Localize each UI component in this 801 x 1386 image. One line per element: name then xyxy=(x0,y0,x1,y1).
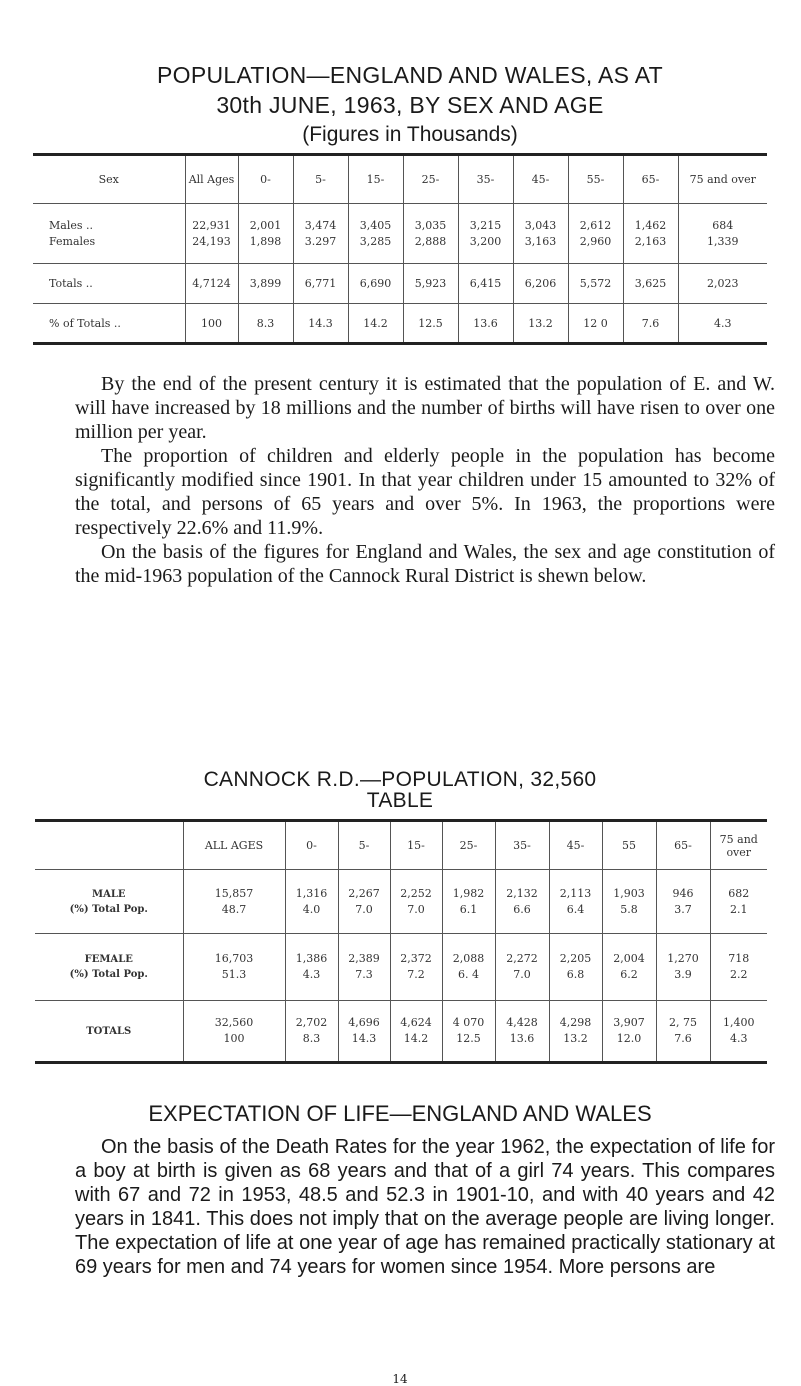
table-cell: 3,899 xyxy=(238,264,293,304)
col-header xyxy=(35,821,183,870)
table-cell: 8.3 xyxy=(238,304,293,344)
table-cell: 3,474 3.297 xyxy=(293,204,348,264)
col-header: 35- xyxy=(495,821,549,870)
table-cell: 4,7124 xyxy=(185,264,238,304)
col-header: 65- xyxy=(656,821,710,870)
table-cell: 718 2.2 xyxy=(710,934,767,1001)
table-cell: 1,400 4.3 xyxy=(710,1001,767,1063)
table-cell: 14.3 xyxy=(293,304,348,344)
table-cell: 32,560 100 xyxy=(183,1001,285,1063)
col-header: 15- xyxy=(348,155,403,204)
table-cell: 2,372 7.2 xyxy=(390,934,442,1001)
table-cell: 6,690 xyxy=(348,264,403,304)
paragraph-cannock-intro: On the basis of the figures for England and Wales, the sex and age constitution of the mid-1963 population of the Cannock Rural District is shewn below. xyxy=(75,541,775,587)
table-cell: 7.6 xyxy=(623,304,678,344)
table-row xyxy=(33,304,767,344)
col-header: 45- xyxy=(513,155,568,204)
table-cell: 16,703 51.3 xyxy=(183,934,285,1001)
table-cell: 2,612 2,960 xyxy=(568,204,623,264)
table-cell: 682 2.1 xyxy=(710,870,767,934)
col-header: 0- xyxy=(285,821,338,870)
cannock-table-title: CANNOCK R.D.—POPULATION, 32,560 xyxy=(203,768,597,791)
col-header: 25- xyxy=(403,155,458,204)
table-row xyxy=(35,1001,767,1063)
col-header: All Ages xyxy=(185,155,238,204)
table-cell: 3,035 2,888 xyxy=(403,204,458,264)
col-header: 55- xyxy=(568,155,623,204)
col-header: 15- xyxy=(390,821,442,870)
life-expectancy-paragraph: On the basis of the Death Rates for the year 1962, the expectation of life for a boy at birth is given as 68 years and that of a girl 74 years. This compares with 67 and 72 in 1953, 48.5 and 52.3 in 1901-10, and with 40 years and 42 years in 1841. This does not imply that on the average people are living longer. The expectation of life at one year of age has remained practically stationary at 69 years for men and 74 years for women since 1954. More persons are xyxy=(75,1136,775,1278)
table-cell: 4.3 xyxy=(678,304,767,344)
col-header: 45- xyxy=(549,821,602,870)
col-header: 35- xyxy=(458,155,513,204)
table-cell: 2,001 1,898 xyxy=(238,204,293,264)
table-cell: 2, 75 7.6 xyxy=(656,1001,710,1063)
col-header: 25- xyxy=(442,821,495,870)
paragraph-proportions: The proportion of children and elderly people in the population has become significantly modified since 1901. In that year children under 15 amounted to 32% of the total, and persons of 65 years and over 5%. In 1963, the proportions were respectively 22.6% and 11.9%. xyxy=(75,445,775,539)
row-label: Totals .. xyxy=(33,264,185,304)
table-row xyxy=(33,204,767,264)
table-cell: 2,132 6.6 xyxy=(495,870,549,934)
table-cell: 22,931 24,193 xyxy=(185,204,238,264)
col-header: Sex xyxy=(33,155,185,204)
table-cell: 4,298 13.2 xyxy=(549,1001,602,1063)
col-header: 5- xyxy=(293,155,348,204)
table-cell: 3,625 xyxy=(623,264,678,304)
table-row xyxy=(33,264,767,304)
table-cell: 2,252 7.0 xyxy=(390,870,442,934)
cannock-table-subtitle: TABLE xyxy=(366,789,434,812)
paragraph-projection: By the end of the present century it is estimated that the population of E. and W. will have increased by 18 millions and the number of births will have risen to over one million per year. xyxy=(75,373,775,443)
col-header: 5- xyxy=(338,821,390,870)
table-cell: 4,624 14.2 xyxy=(390,1001,442,1063)
row-label: MALE (%) Total Pop. xyxy=(69,888,148,915)
table-cell: 6,771 xyxy=(293,264,348,304)
page-number: 14 xyxy=(392,1372,408,1386)
table-cell: 1,316 4.0 xyxy=(285,870,338,934)
cannock-population-table xyxy=(35,819,767,1064)
table-cell: 2,205 6.8 xyxy=(549,934,602,1001)
table-cell: 5,923 xyxy=(403,264,458,304)
col-header: ALL AGES xyxy=(183,821,285,870)
heading-line-2: 30th JUNE, 1963, BY SEX AND AGE xyxy=(216,92,604,118)
col-header: 65- xyxy=(623,155,678,204)
table-cell: 4,696 14.3 xyxy=(338,1001,390,1063)
table-cell: 2,702 8.3 xyxy=(285,1001,338,1063)
table-cell: 6,415 xyxy=(458,264,513,304)
heading-line-1: POPULATION—ENGLAND AND WALES, AS AT xyxy=(157,62,663,88)
table-cell: 1,386 4.3 xyxy=(285,934,338,1001)
table-cell: 12.5 xyxy=(403,304,458,344)
table-cell: 1,903 5.8 xyxy=(602,870,656,934)
row-label: TOTALS xyxy=(35,1001,183,1063)
table-cell: 2,004 6.2 xyxy=(602,934,656,1001)
table-cell: 12 0 xyxy=(568,304,623,344)
col-header: 55 xyxy=(602,821,656,870)
table-cell: 946 3.7 xyxy=(656,870,710,934)
row-label: Males .. Females xyxy=(49,218,96,248)
row-label: FEMALE (%) Total Pop. xyxy=(35,934,183,1001)
table-cell: 684 1,339 xyxy=(678,204,767,264)
table-row xyxy=(35,934,767,1001)
england-wales-population-table xyxy=(33,153,767,345)
table-cell: 4 070 12.5 xyxy=(442,1001,495,1063)
table-cell: 100 xyxy=(185,304,238,344)
table-row xyxy=(35,870,767,934)
table-cell: 1,982 6.1 xyxy=(442,870,495,934)
table-cell: 13.2 xyxy=(513,304,568,344)
row-label: % of Totals .. xyxy=(33,304,185,344)
table-cell: 1,462 2,163 xyxy=(623,204,678,264)
table-cell: 3,215 3,200 xyxy=(458,204,513,264)
table-cell: 3,405 3,285 xyxy=(348,204,403,264)
col-header: 0- xyxy=(238,155,293,204)
table-cell: 15,857 48.7 xyxy=(183,870,285,934)
table-cell: 4,428 13.6 xyxy=(495,1001,549,1063)
col-header: 75 and over xyxy=(678,155,767,204)
table-cell: 2,088 6. 4 xyxy=(442,934,495,1001)
table-cell: 2,113 6.4 xyxy=(549,870,602,934)
table-cell: 3,043 3,163 xyxy=(513,204,568,264)
table-cell: 2,272 7.0 xyxy=(495,934,549,1001)
life-expectancy-heading: EXPECTATION OF LIFE—ENGLAND AND WALES xyxy=(148,1101,652,1126)
table-cell: 2,023 xyxy=(678,264,767,304)
table-cell: 13.6 xyxy=(458,304,513,344)
table-cell: 2,389 7.3 xyxy=(338,934,390,1001)
table-cell: 2,267 7.0 xyxy=(338,870,390,934)
table-cell: 1,270 3.9 xyxy=(656,934,710,1001)
table-cell: 3,907 12.0 xyxy=(602,1001,656,1063)
heading-line-3: (Figures in Thousands) xyxy=(302,123,518,146)
table-cell: 14.2 xyxy=(348,304,403,344)
table-cell: 6,206 xyxy=(513,264,568,304)
table-cell: 5,572 xyxy=(568,264,623,304)
col-header: 75 and over xyxy=(710,821,767,870)
